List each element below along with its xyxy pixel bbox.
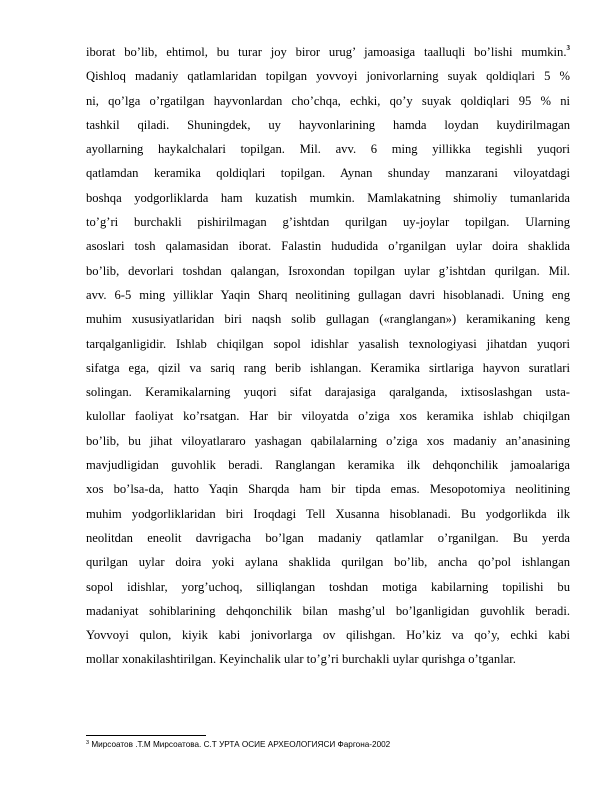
text-line: kulollar faoliyat ko’rsatgan. Har bir viloyatda o’ziga xos keramika ishlab chiqilgan xyxy=(86,409,570,424)
text-line: sopol idishlar, yorg’uchoq, silliqlangan toshdan motiga kabilarning topilishi bu xyxy=(86,579,570,594)
text-line: qatlamdan keramika qoldiqlari topilgan. Aynan shunday manzarani viloyatdagi xyxy=(86,166,570,181)
text-line: xos bo’lsa-da, hatto Yaqin Sharqda ham bir tipda emas. Mesopotomiya neolitining xyxy=(86,482,570,497)
text-line: qurilgan uylar doira yoki aylana shaklida qurilgan bo’lib, ancha qo’pol ishlangan xyxy=(86,555,570,570)
text-line: muhim xususiyatlaridan biri naqsh solib gullagan («ranglangan») keramikaning keng xyxy=(86,312,570,327)
text-line: boshqa yodgorliklarda ham kuzatish mumkin. Mamlakatning shimoliy tumanlarida xyxy=(86,190,570,205)
text-line: to’g’ri burchakli pishirilmagan g’ishtdan qurilgan uy-joylar topilgan. Ularning xyxy=(86,215,570,230)
text-line: tashkil qiladi. Shuningdek, uy hayvonlarining hamda loydan kuydirilmagan xyxy=(86,117,570,132)
footnote-divider xyxy=(86,735,206,736)
text-line: Qishloq madaniy qatlamlaridan topilgan yovvoyi jonivorlarning suyak qoldiqlari 5 % xyxy=(86,69,570,84)
text-line: ayollarning haykalchalari topilgan. Mil. avv. 6 ming yillikka tegishli yuqori xyxy=(86,142,570,157)
text-line: asoslari tosh qalamasidan iborat. Falastin hududida o’rganilgan uylar doira shaklida xyxy=(86,239,570,254)
text-line: solingan. Keramikalarning yuqori sifat darajasiga qaralganda, ixtisoslashgan usta- xyxy=(86,385,570,400)
footnote-text: Мирсоатов .Т.М Мирсоатова. С.Т УРТА ОСИЕ АРХЕОЛОГИЯСИ Фаргона-2002 xyxy=(91,740,391,749)
footnote-ref[interactable]: 3 xyxy=(566,44,570,52)
text-line: neolitdan eneolit davrigacha bo’lgan madaniy qatlamlar o’rganilgan. Bu yerda xyxy=(86,530,570,545)
text-line: sifatga ega, qizil va sariq rang berib ishlangan. Keramika sirtlariga hayvon suratlari xyxy=(86,360,570,375)
footnote-number: 3 xyxy=(86,740,90,746)
text-line: mavjudligidan guvohlik beradi. Ranglangan keramika ilk dehqonchilik jamoalariga xyxy=(86,458,570,473)
text-line: tarqalganligidir. Ishlab chiqilgan sopol idishlar yasalish texnologiyasi jihatdan yuqori xyxy=(86,336,570,351)
text-line: muhim yodgorliklaridan biri Iroqdagi Tell Xusanna hisoblanadi. Bu yodgorlikda ilk xyxy=(86,506,570,521)
document-body xyxy=(86,40,570,672)
text-line: iborat bo’lib, ehtimol, bu turar joy biror urug’ jamoasiga taalluqli bo’lishi mumkin.$^3$ xyxy=(86,44,570,59)
text-line: mollar xonakilashtirilgan. Keyinchalik ular to’g’ri burchakli uylar qurishga o’tganlar. xyxy=(86,652,516,667)
text-line: bo’lib, devorlari toshdan qalangan, Isroxondan topilgan uylar g’ishtdan qurilgan. Mil. xyxy=(86,263,570,278)
footnote xyxy=(86,740,390,750)
text-line: avv. 6-5 ming yilliklar Yaqin Sharq neolitining gullagan davri hisoblanadi. Uning eng xyxy=(86,287,570,302)
text-line: madaniyat sohiblarining dehqonchilik bilan mashg’ul bo’lganligidan guvohlik beradi. xyxy=(86,603,570,618)
text-line: ni, qo’lga o’rgatilgan hayvonlardan cho’chqa, echki, qo’y suyak qoldiqlari 95 % ni xyxy=(86,93,570,108)
text-line: Yovvoyi qulon, kiyik kabi jonivorlarga ov qilishgan. Ho’kiz va qo’y, echki kabi xyxy=(86,628,570,643)
text-line: bo’lib, bu jihat viloyatlararo yashagan qabilalarning o’ziga xos madaniy an’anasining xyxy=(86,433,570,448)
